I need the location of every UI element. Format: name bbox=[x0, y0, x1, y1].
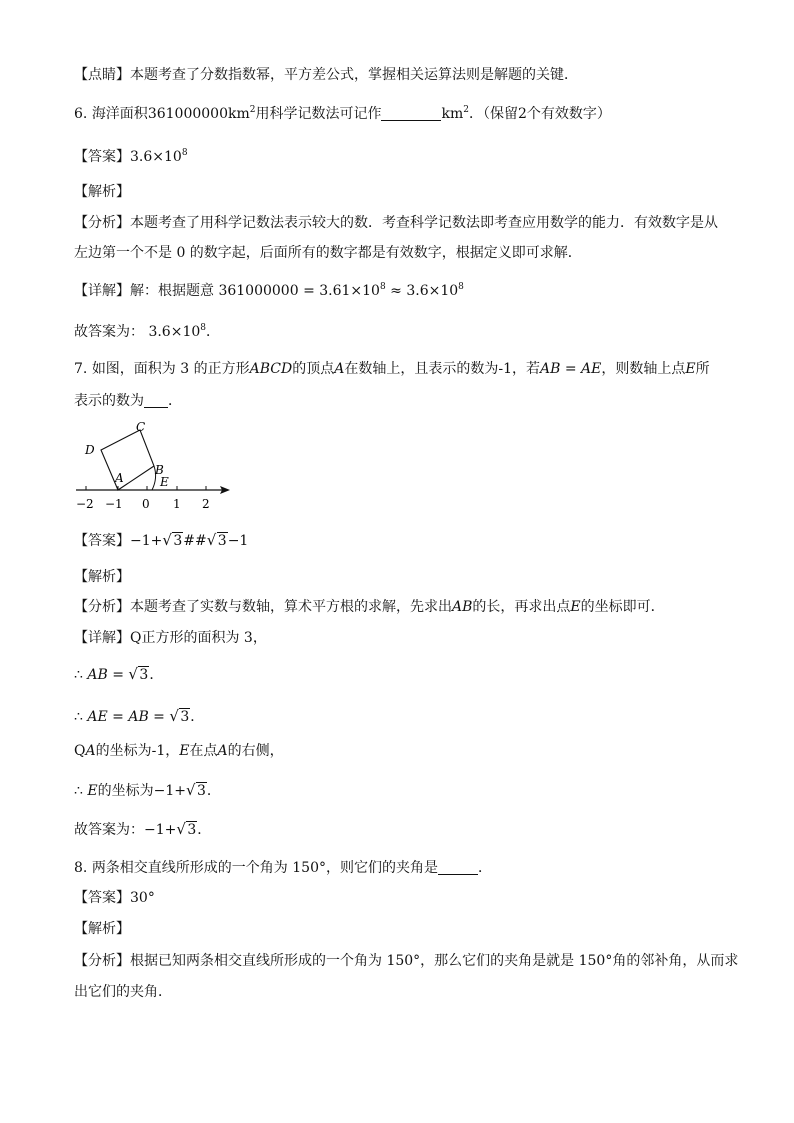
q7-text5: 所 bbox=[695, 361, 710, 377]
label-a: A bbox=[115, 471, 124, 485]
q7-analysis-t1: 本题考查了实数与数轴，算术平方根的求解，先求出 bbox=[130, 599, 452, 615]
q7-step4-m: −1+ bbox=[153, 783, 186, 799]
q7-analysis-t2: 的长，再求出点 bbox=[472, 599, 571, 615]
dianjing-tag: 【点睛】 bbox=[74, 67, 130, 83]
label-c: C bbox=[136, 420, 146, 434]
tick-label-neg2: −2 bbox=[76, 497, 94, 511]
q6-detail-exp1: 8 bbox=[379, 282, 386, 292]
q8-analysis-line2 bbox=[74, 981, 754, 1003]
q6-answer-value: 3.6×10 bbox=[130, 149, 182, 165]
q7-text2: 的顶点 bbox=[292, 361, 335, 377]
q6-text-e: 个有效数字） bbox=[526, 106, 611, 122]
q7-text4: ，则数轴上点 bbox=[601, 361, 686, 377]
q7-step1-rad: 3 bbox=[139, 667, 149, 683]
q7-step3-t1: 的坐标为-1， bbox=[95, 743, 180, 759]
q7-step3-a: A bbox=[85, 743, 96, 759]
q8-answer-blank bbox=[438, 860, 478, 875]
q8-jiexi bbox=[74, 918, 754, 940]
q7-step2 bbox=[74, 706, 754, 728]
question-7-line1 bbox=[74, 358, 754, 380]
q8-analysis-tag: 【分析】 bbox=[74, 953, 130, 969]
q7-step4 bbox=[74, 780, 754, 802]
q7-final-m: −1+ bbox=[144, 822, 177, 838]
q6-detail-exp2: 8 bbox=[458, 282, 464, 292]
q6-number: 6. bbox=[74, 106, 88, 122]
q6-answer-exp: 8 bbox=[181, 148, 188, 158]
q7-step1-sqrt bbox=[128, 664, 149, 686]
q6-final-value: 3.6×10 bbox=[148, 324, 201, 340]
q7-jiexi bbox=[74, 566, 754, 588]
q7-equation: AB = AE bbox=[540, 361, 602, 377]
square-abcd bbox=[101, 430, 154, 490]
q6-unit2-exp: 2 bbox=[463, 105, 469, 115]
q6-answer bbox=[74, 146, 754, 168]
q6-final-label: 故答案为： bbox=[74, 324, 144, 340]
q7-detail-text: 正方形的面积为 3， bbox=[141, 630, 267, 646]
q6-unit2: km bbox=[441, 106, 464, 122]
q6-jiexi bbox=[74, 181, 754, 203]
q7-detail bbox=[74, 627, 754, 649]
q6-final-end: ． bbox=[206, 324, 220, 340]
q7-step1-end: ． bbox=[149, 667, 164, 683]
q6-analysis-text2: 左边第一个不是 0 的数字起，后面所有的数字都是有效数字，根据定义即可求解． bbox=[74, 245, 582, 261]
q7-step1 bbox=[74, 664, 754, 686]
q7-answer-sqrt1 bbox=[162, 530, 183, 552]
q7-final-sqrt bbox=[176, 819, 197, 841]
q7-step2-ae: AE = AB bbox=[87, 709, 149, 725]
q6-jiexi-tag: 【解析】 bbox=[74, 184, 130, 200]
q7-step3-t3: 的右侧， bbox=[227, 743, 284, 759]
q7-step2-sqrt bbox=[169, 706, 190, 728]
q7-step3-t2: 在点 bbox=[189, 743, 218, 759]
tick-label-neg1: −1 bbox=[105, 497, 123, 511]
question-7-line2 bbox=[74, 390, 754, 412]
q6-final-exp: 8 bbox=[200, 323, 206, 333]
dianjing-text: 本题考查了分数指数幂，平方差公式，掌握相关运算法则是解题的关键． bbox=[130, 67, 578, 83]
q8-answer-tag: 【答案】 bbox=[74, 890, 130, 906]
q8-answer-value: 30° bbox=[130, 890, 155, 906]
q7-final-label: 故答案为： bbox=[74, 822, 144, 838]
q6-text-c: ．（保留 bbox=[468, 106, 518, 122]
q7-answer-rad1: 3 bbox=[173, 533, 183, 549]
q6-answer-tag: 【答案】 bbox=[74, 149, 130, 165]
q7-step4-sqrt bbox=[186, 780, 207, 802]
question-8 bbox=[74, 857, 754, 879]
dianjing-line bbox=[74, 64, 754, 86]
label-d: D bbox=[85, 443, 95, 457]
q7-answer-c: −1 bbox=[227, 533, 249, 549]
q7-step3-sym: Q bbox=[74, 743, 86, 759]
q7-answer-blank bbox=[144, 393, 168, 408]
q7-jiexi-tag: 【解析】 bbox=[74, 569, 130, 585]
q7-step1-ab: AB bbox=[87, 667, 108, 683]
q8-analysis-text2: 出它们的夹角． bbox=[74, 984, 172, 1000]
q6-unit: km bbox=[227, 106, 250, 122]
q8-number: 8. bbox=[74, 860, 88, 876]
label-b: B bbox=[155, 463, 164, 477]
q7-text3: 在数轴上，且表示的数为-1，若 bbox=[344, 361, 540, 377]
q7-step2-end: ． bbox=[190, 709, 205, 725]
q7-detail-tag: 【详解】 bbox=[74, 630, 130, 646]
label-e: E bbox=[160, 475, 169, 489]
q7-answer-a: −1+ bbox=[130, 533, 163, 549]
q7-step4-end: ． bbox=[206, 783, 221, 799]
q7-step3-a2: A bbox=[217, 743, 228, 759]
q7-final-answer bbox=[74, 819, 754, 841]
q6-number-value: 361000000 bbox=[147, 106, 228, 122]
q6-final-answer bbox=[74, 321, 754, 343]
q7-step4-t: 的坐标为 bbox=[97, 783, 154, 799]
q7-step3 bbox=[74, 740, 754, 762]
q8-jiexi-tag: 【解析】 bbox=[74, 921, 130, 937]
q7-answer-rad2: 3 bbox=[217, 533, 227, 549]
q7-step4-rad: 3 bbox=[196, 783, 206, 799]
q6-analysis-tag: 【分析】 bbox=[74, 215, 130, 231]
q7-analysis-ab: AB bbox=[452, 599, 473, 615]
q8-text: 两条相交直线所形成的一个角为 150°，则它们的夹角是 bbox=[91, 860, 438, 876]
q8-end: ． bbox=[477, 860, 492, 876]
q6-detail-eq1: 361000000 = 3.61×10 bbox=[218, 283, 380, 299]
q7-step4-e: E bbox=[87, 783, 98, 799]
q7-step2-eq: = bbox=[148, 709, 170, 725]
q7-answer-sep: ## bbox=[183, 533, 207, 549]
tick-label-2: 2 bbox=[202, 497, 210, 511]
q6-text-a: 海洋面积 bbox=[91, 106, 148, 122]
q7-final-end: ． bbox=[197, 822, 212, 838]
q8-answer bbox=[74, 887, 754, 909]
q7-square-name: ABCD bbox=[249, 361, 293, 377]
question-6 bbox=[74, 103, 754, 125]
q7-number: 7. bbox=[74, 361, 88, 377]
tick-label-1: 1 bbox=[173, 497, 181, 511]
q7-detail-symbol: Q bbox=[130, 630, 142, 646]
q7-step2-sym: ∴ bbox=[74, 709, 83, 725]
q7-step2-rad: 3 bbox=[180, 709, 190, 725]
tick-label-0: 0 bbox=[142, 497, 150, 511]
q6-analysis-text1: 本题考查了用科学记数法表示较大的数．考查科学记数法即考查应用数学的能力．有效数字是从 bbox=[130, 215, 718, 231]
q7-answer bbox=[74, 530, 754, 552]
q7-step3-e: E bbox=[179, 743, 190, 759]
q6-unit-exp: 2 bbox=[249, 105, 256, 115]
q7-analysis-t3: 的坐标即可． bbox=[580, 599, 665, 615]
q8-analysis-text1: 根据已知两条相交直线所形成的一个角为 150°，那么它们的夹角是就是 150°角的邻补角，从而求 bbox=[130, 953, 739, 969]
q7-point-a: A bbox=[334, 361, 345, 377]
q6-detail-text: 解：根据题意 bbox=[130, 283, 214, 299]
q7-point-e: E bbox=[685, 361, 696, 377]
q6-detail-tag: 【详解】 bbox=[74, 283, 130, 299]
q6-answer-blank bbox=[381, 106, 441, 121]
q7-analysis-e: E bbox=[570, 599, 581, 615]
square-number-line-figure bbox=[74, 420, 234, 512]
q7-answer-tag: 【答案】 bbox=[74, 533, 130, 549]
q7-step1-eq: = bbox=[107, 667, 129, 683]
q7-text1: 如图，面积为 3 的正方形 bbox=[91, 361, 250, 377]
q6-text-b: 用科学记数法可记作 bbox=[255, 106, 382, 122]
q7-analysis bbox=[74, 596, 754, 618]
q6-analysis-line1 bbox=[74, 212, 754, 234]
q7-step4-sym: ∴ bbox=[74, 783, 83, 799]
q7-answer-sqrt2 bbox=[207, 530, 228, 552]
q6-detail bbox=[74, 280, 754, 302]
q7-analysis-tag: 【分析】 bbox=[74, 599, 130, 615]
q6-analysis-line2 bbox=[74, 242, 754, 264]
q6-text-d: 2 bbox=[517, 106, 527, 122]
q7-text6: 表示的数为 bbox=[74, 393, 144, 409]
q8-analysis-line1 bbox=[74, 950, 754, 972]
q6-detail-eq2: ≈ 3.6×10 bbox=[385, 283, 459, 299]
q7-text7: ． bbox=[168, 393, 182, 409]
q7-final-rad: 3 bbox=[187, 822, 197, 838]
q7-step1-sym: ∴ bbox=[74, 667, 83, 683]
